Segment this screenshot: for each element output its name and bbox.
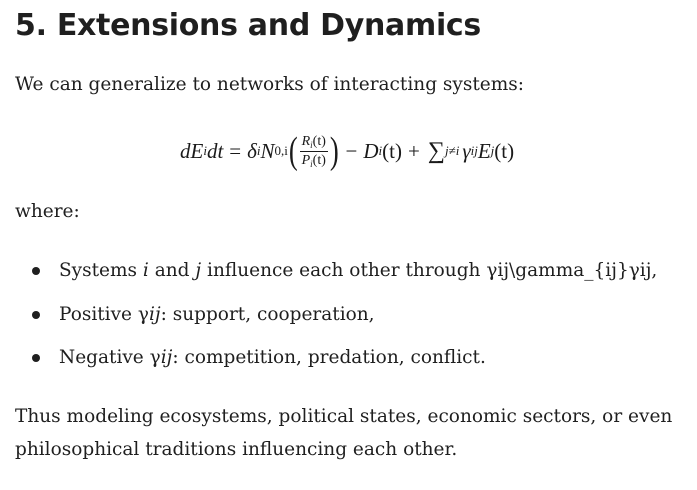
list-item: Systems i and j influence each other through γij\gamma_{ij}γij, [15, 258, 657, 302]
eq-E-sub: j [490, 143, 495, 158]
eq-lhs-tail: dt [206, 138, 224, 163]
eq-minus: − [345, 138, 358, 163]
bullet-dot [32, 354, 40, 362]
bullet-list [15, 258, 657, 389]
eq-E-arg: (t) [494, 138, 515, 163]
eq-lhs: dE [180, 138, 204, 163]
bullet-dot [32, 267, 40, 275]
section-heading: 5. Extensions and Dynamics [15, 8, 481, 43]
eq-gamma: γ [462, 138, 471, 163]
eq-D: D [363, 138, 379, 163]
eq-delta: δ [247, 138, 257, 163]
where-label: where: [15, 201, 80, 222]
closing-paragraph: Thus modeling ecosystems, political states, economic sectors, or even philosophical traditions influencing each other. [15, 406, 673, 460]
eq-gamma-sub: ij [470, 143, 478, 158]
eq-lhs-sub: i [203, 143, 207, 158]
eq-fraction [300, 135, 328, 168]
eq-fraction-denominator: $P_i(t)$ [301, 152, 326, 169]
eq-plus: + [408, 138, 420, 163]
network-equation: dE i dt = δ i N 0,i ( $\frac{R_i(t)}{P_i(t)}$ ) − D i (t) + ∑ j≠i γ ij E j (t) [180, 130, 515, 172]
eq-N: N [260, 138, 275, 163]
eq-fraction-numerator: $R_i(t)$ [301, 133, 326, 150]
eq-equals: = [229, 138, 242, 163]
eq-D-sub: i [378, 143, 383, 158]
eq-left-paren: ( [288, 130, 298, 172]
list-item: Negative γij: competition, predation, conflict. [15, 345, 657, 389]
eq-delta-sub: i [256, 143, 261, 158]
eq-E: E [477, 138, 491, 163]
intro-paragraph: We can generalize to networks of interacting systems: [15, 74, 525, 95]
eq-D-arg: (t) [382, 138, 402, 163]
eq-sum-symbol: ∑ [427, 137, 445, 164]
list-item: Positive γij: support, cooperation, [15, 302, 657, 346]
bullet-dot [32, 311, 40, 319]
eq-right-paren: ) [329, 130, 339, 172]
